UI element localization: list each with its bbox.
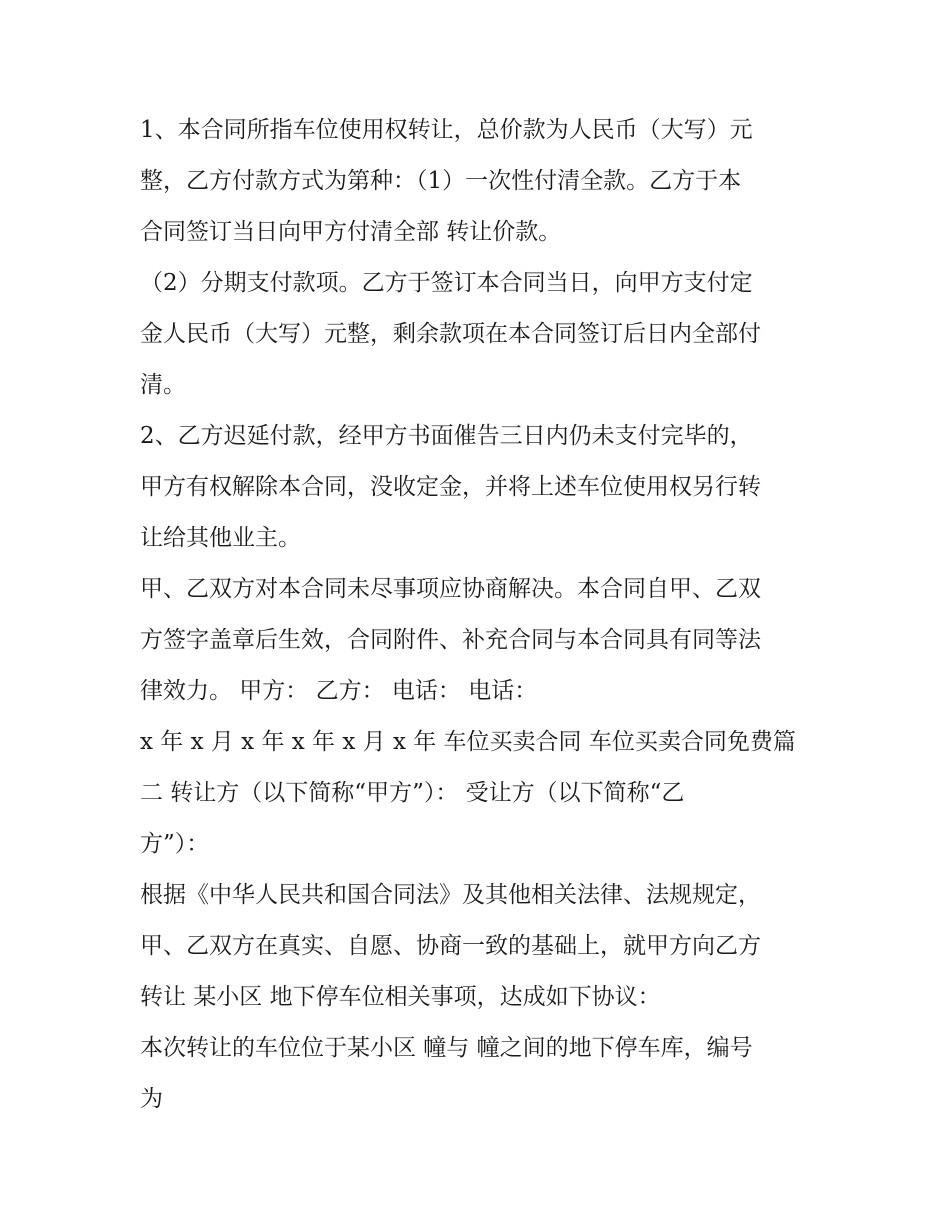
text-line: x 年 x 月 x 年 x 年 x 月 x 年 车位买卖合同 车位买卖合同免费篇 [140, 729, 796, 755]
text-line: 整，乙方付款方式为第种：（1）一次性付清全款。乙方于本 [140, 168, 742, 194]
text-line: 转让 某小区 地下停车位相关事项，达成如下协议： [140, 984, 661, 1010]
text-line: 甲方有权解除本合同，没收定金，并将上述车位使用权另行转 [140, 474, 761, 500]
text-line: 方签字盖章后生效，合同附件、补充合同与本合同具有同等法 [140, 627, 761, 653]
text-line: 根据《中华人民共和国合同法》及其他相关法律、法规规定， [140, 882, 761, 908]
text-line: 2、乙方迟延付款，经甲方书面催告三日内仍未支付完毕的， [140, 423, 753, 449]
text-line: （2）分期支付款项。乙方于签订本合同当日，向甲方支付定 [140, 270, 753, 296]
text-line: 为 [140, 1086, 163, 1112]
text-line: 清。 [140, 372, 186, 398]
text-line: 甲、乙双方在真实、自愿、协商一致的基础上，就甲方向乙方 [140, 933, 761, 959]
text-line: 方”）： [140, 831, 210, 857]
text-line: 让给其他业主。 [140, 525, 301, 551]
text-line: 合同签订当日向甲方付清全部 转让价款。 [140, 219, 562, 245]
text-line: 二 转让方（以下简称“甲方”）： 受让方（以下简称“乙 [140, 780, 685, 806]
text-line: 律效力。 甲方： 乙方： 电话： 电话： [140, 678, 538, 704]
text-line: 甲、乙双方对本合同未尽事项应协商解决。本合同自甲、乙双 [140, 576, 761, 602]
text-line: 1、本合同所指车位使用权转让，总价款为人民币（大写）元 [140, 117, 753, 143]
text-line: 本次转让的车位位于某小区 幢与 幢之间的地下停车库，编号 [140, 1035, 753, 1061]
text-line: 金人民币（大写）元整，剩余款项在本合同签订后日内全部付 [140, 321, 761, 347]
